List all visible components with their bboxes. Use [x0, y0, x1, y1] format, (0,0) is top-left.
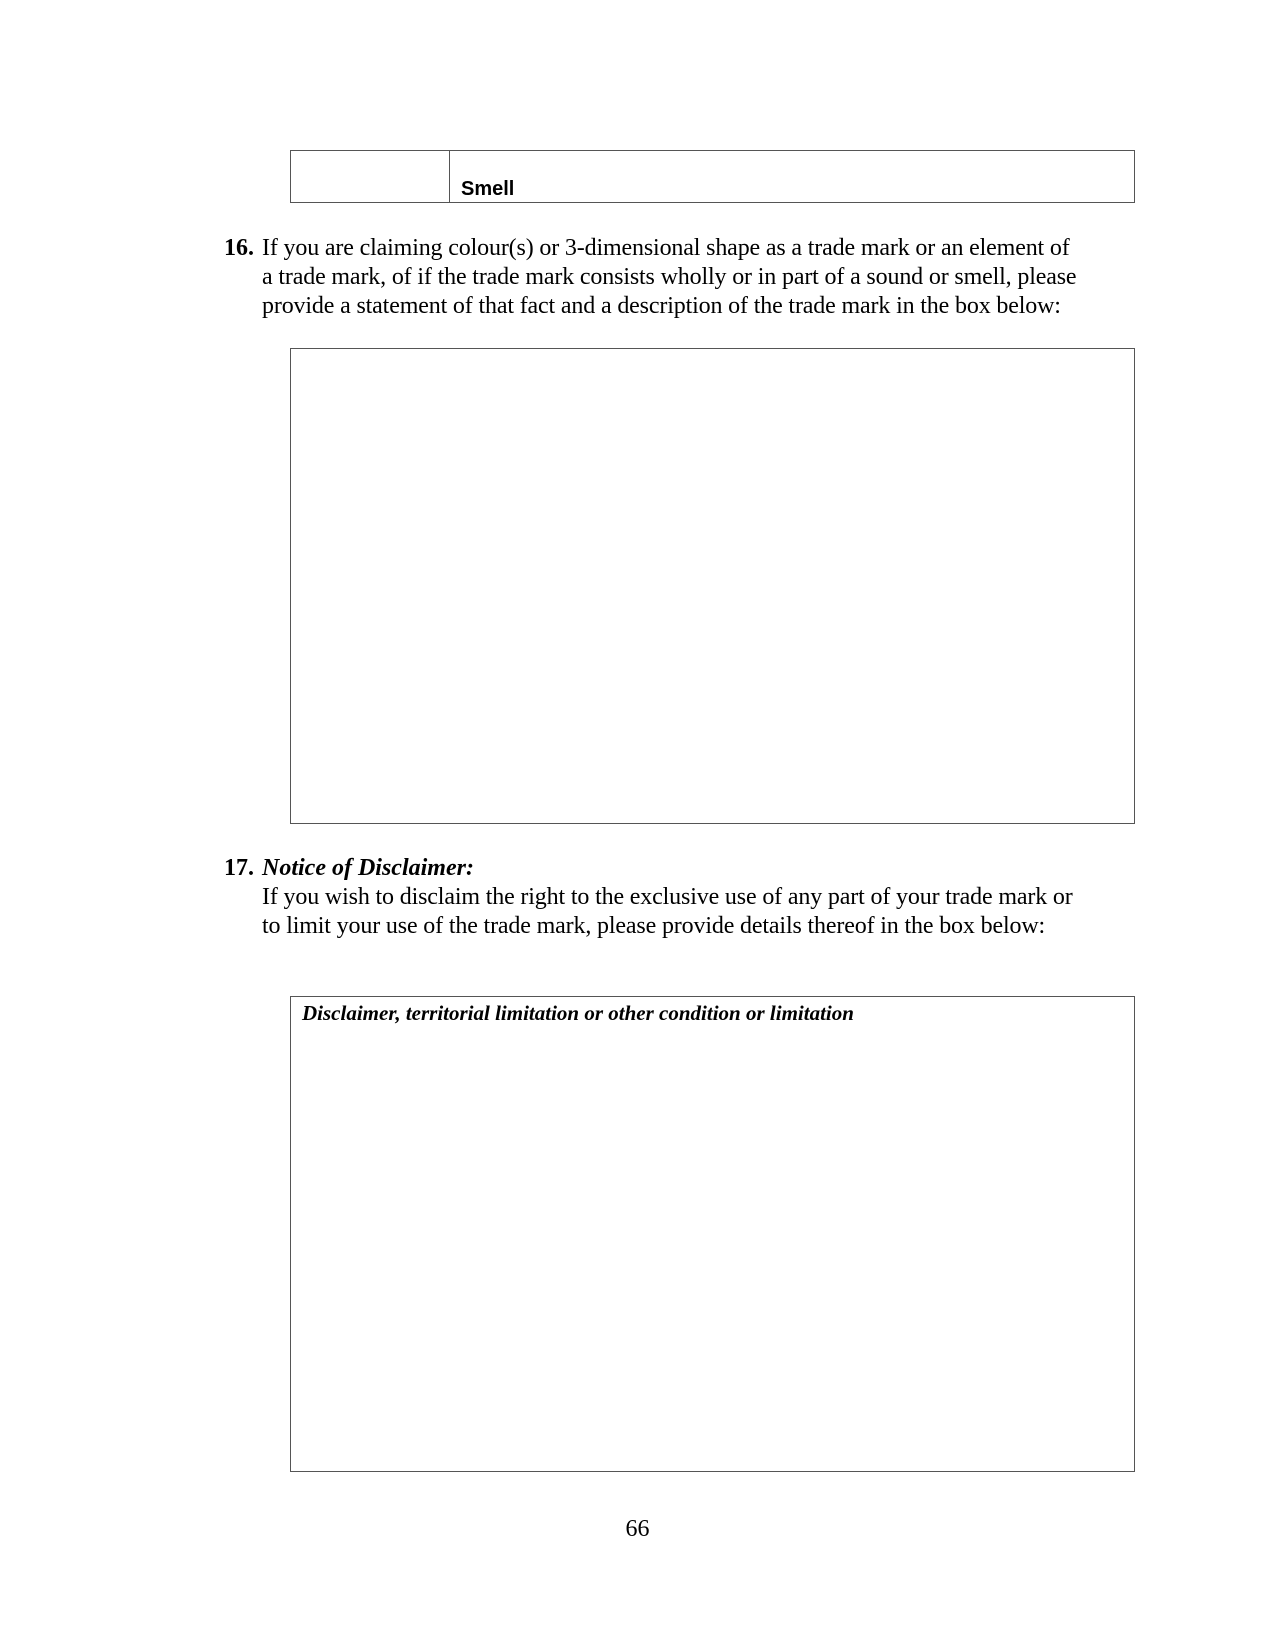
question-16-line-3: provide a statement of that fact and a description of the trade mark in the box below:: [262, 293, 1061, 319]
question-16-line-2: a trade mark, of if the trade mark consists wholly or in part of a sound or smell, please: [262, 264, 1077, 290]
question-16-number: 16.: [224, 235, 254, 261]
disclaimer-box[interactable]: [290, 996, 1135, 1472]
question-17-number: 17.: [224, 855, 254, 881]
question-16-text: [262, 234, 1142, 321]
question-17-line-2: to limit your use of the trade mark, please provide details thereof in the box below:: [262, 913, 1046, 939]
question-17-line-1: If you wish to disclaim the right to the exclusive use of any part of your trade mark or: [262, 884, 1073, 910]
mark-description-box[interactable]: [290, 348, 1135, 824]
page-number: 66: [625, 1516, 650, 1542]
question-17-text: [262, 883, 1142, 941]
previous-table-fragment: [290, 150, 1135, 203]
table-cell-smell: Smell: [461, 178, 515, 200]
question-17-title: Notice of Disclaimer:: [262, 855, 474, 881]
question-16-line-1: If you are claiming colour(s) or 3-dimensional shape as a trade mark or an element of: [262, 235, 1070, 261]
disclaimer-box-caption: Disclaimer, territorial limitation or other condition or limitation: [302, 1001, 854, 1025]
table-column-divider: [449, 151, 450, 202]
